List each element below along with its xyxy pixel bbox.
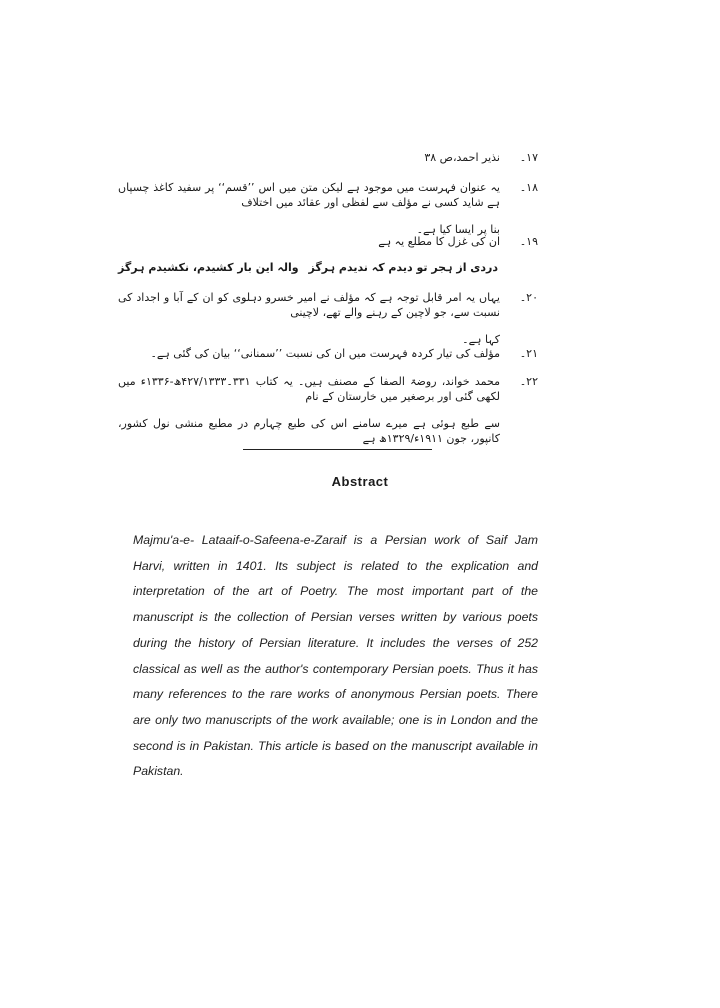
footnote-number: ۱۹۔ [519, 235, 538, 248]
footnote-text: نذیر احمد،ص ۳۸ [424, 151, 500, 164]
footnote-text-block [118, 290, 500, 347]
footnote-text: یہاں یہ امر قابل توجہ ہے کہ مؤلف نے امیر خسرو دہلوی کو ان کے آبا و اجداد کی نسبت سے، جو لاچین کے رہنے والے تھے، لاچینی [118, 291, 500, 319]
footnote-number: ۲۱۔ [519, 347, 538, 360]
footnote-18 [118, 180, 538, 237]
footnote-number: ۱۸۔ [519, 181, 538, 194]
footnote-19 [118, 234, 538, 249]
footnote-text-block [118, 374, 500, 446]
couplet-first-hemistich: دردی از ہجر تو دیدم کہ ندیدم ہرگز [308, 261, 498, 274]
footnote-text: محمد خواند، روضۃ الصفا کے مصنف ہیں۔ یہ کتاب ۳۳۱۔۴۲۷/۱۳۳۳ھ-۱۳۳۶ء میں لکھی گئی اور برصغیر میں خارستان کے نام [118, 375, 500, 403]
footnote-text: ان کی غزل کا مطلع یہ ہے [378, 235, 500, 248]
footnote-text-continuation: کہا ہے۔ [462, 333, 500, 346]
footnote-text-block [118, 180, 500, 237]
abstract-title: Abstract [331, 474, 389, 489]
footnote-number: ۱۷۔ [519, 151, 538, 164]
persian-couplet [118, 261, 498, 274]
footnote-22 [118, 374, 538, 446]
couplet-second-hemistich: والہ این بار کشیدم، نکشیدم ہرگز [118, 261, 299, 274]
abstract-body: Majmu'a-e- Lataaif-o-Safeena-e-Zaraif is a Persian work of Saif Jam Harvi, written in 1401. Its subject is related to the explication and interpretation of the art of Poetry. The most important part of the manuscript is the collection of Persian verses written by various poets during the history of Persian literature. It includes the verses of 252 classical as well as the author's contemporary Persian poets. Thus it has many references to the rare works of anonymous Persian poets. There are only two manuscripts of the work available; one is in London and the second is in Pakistan. This article is based on the manuscript available in Pakistan. [133, 533, 538, 779]
footnote-number: ۲۰۔ [519, 291, 538, 304]
footnote-number: ۲۲۔ [519, 375, 538, 388]
footnote-text-continuation: سے طبع ہوئی ہے میرے سامنے اس کی طبع چہارم در مطبع منشی نول کشور، کانپور، جون ۱۹۱۱ء/۱۳۲۹ھ ہے [118, 417, 500, 445]
footnote-text: یہ عنوان فہرست میں موجود ہے لیکن متن میں اس ’’قسم‘‘ پر سفید کاغذ چسپاں ہے شاید کسی نے مؤلف سے لفظی اور عقائد میں اختلاف [118, 181, 500, 209]
footnote-text: مؤلف کی تیار کردہ فہرست میں ان کی نسبت ’’سمنانی‘‘ بیان کی گئی ہے۔ [150, 347, 500, 360]
footnote-20 [118, 290, 538, 347]
footnote-21 [118, 346, 538, 361]
footnote-text-continuation: بنا پر ایسا کیا ہے۔ [416, 223, 500, 236]
section-divider [243, 449, 432, 450]
footnote-17 [118, 150, 538, 165]
